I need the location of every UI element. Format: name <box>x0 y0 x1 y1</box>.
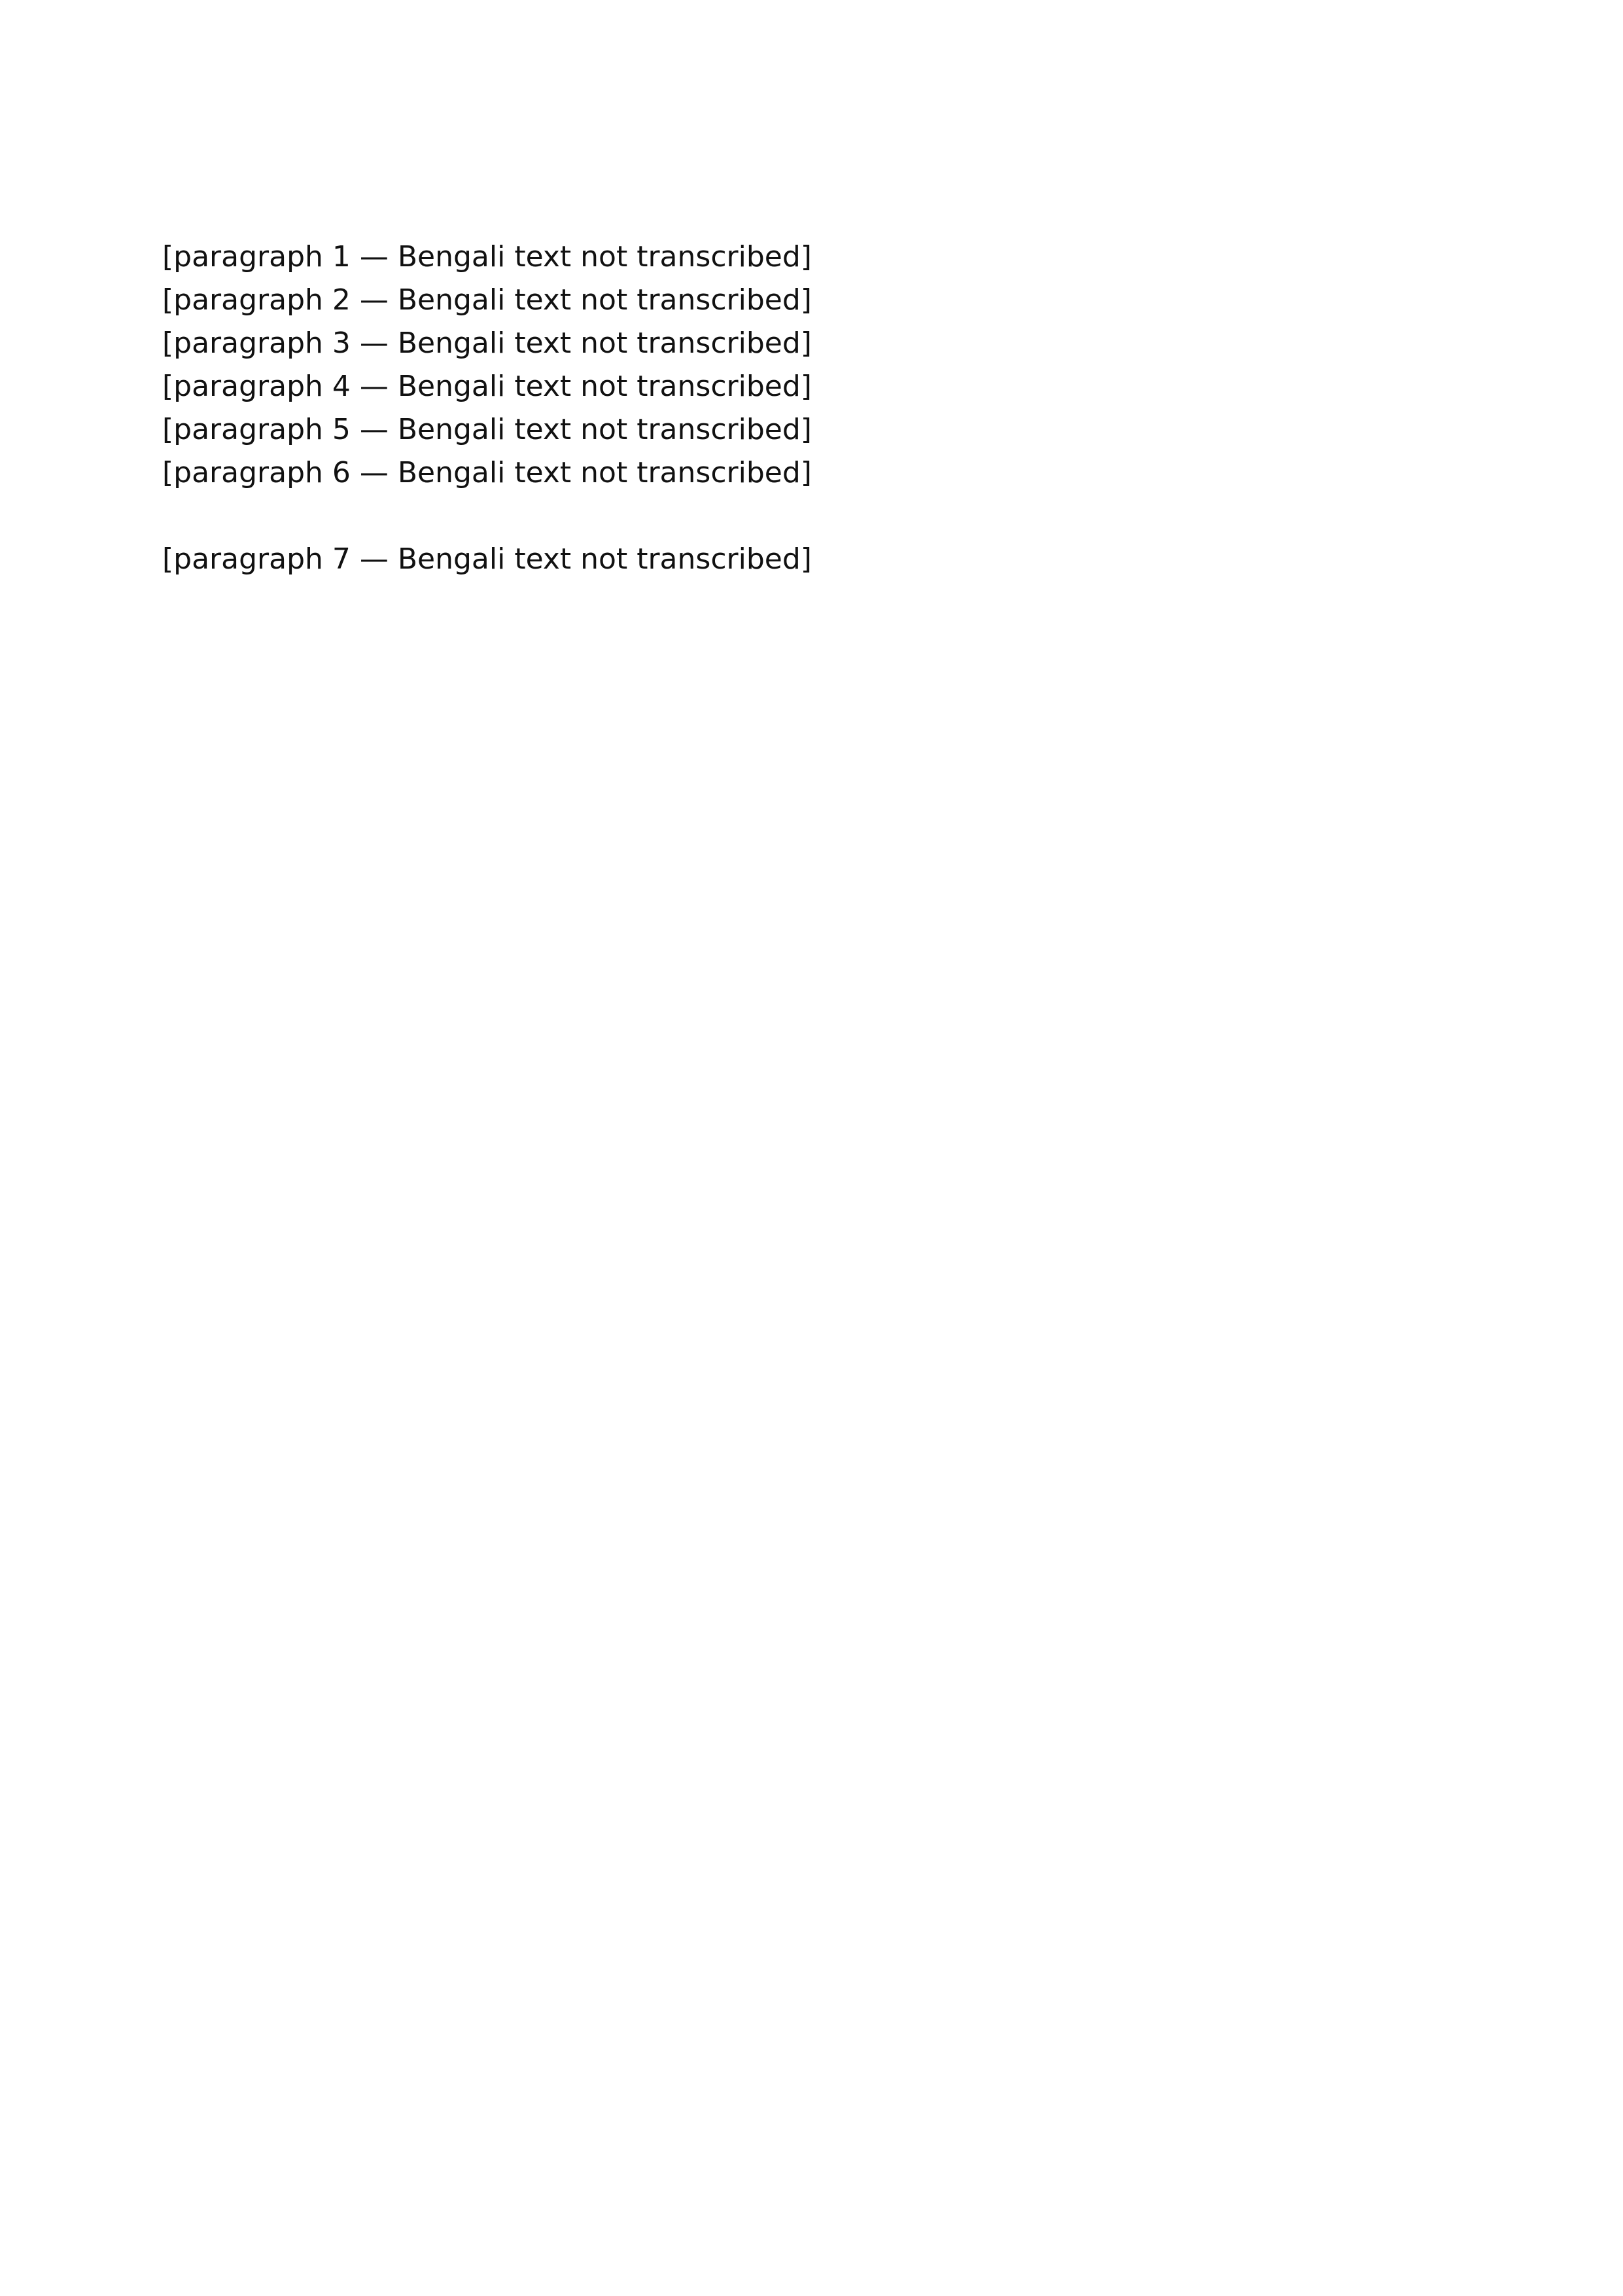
paragraph-2: [paragraph 2 — Bengali text not transcribed] <box>162 283 812 317</box>
paragraph-5: [paragraph 5 — Bengali text not transcribed] <box>162 413 812 446</box>
paragraph-1: [paragraph 1 — Bengali text not transcribed] <box>162 240 812 274</box>
document-page <box>162 236 1461 581</box>
paragraph-spacer <box>162 495 1461 538</box>
paragraph-6: [paragraph 6 — Bengali text not transcribed] <box>162 456 812 489</box>
paragraph-3: [paragraph 3 — Bengali text not transcribed] <box>162 327 812 360</box>
paragraph-4: [paragraph 4 — Bengali text not transcribed] <box>162 370 812 403</box>
paragraph-7: [paragraph 7 — Bengali text not transcribed] <box>162 542 812 576</box>
